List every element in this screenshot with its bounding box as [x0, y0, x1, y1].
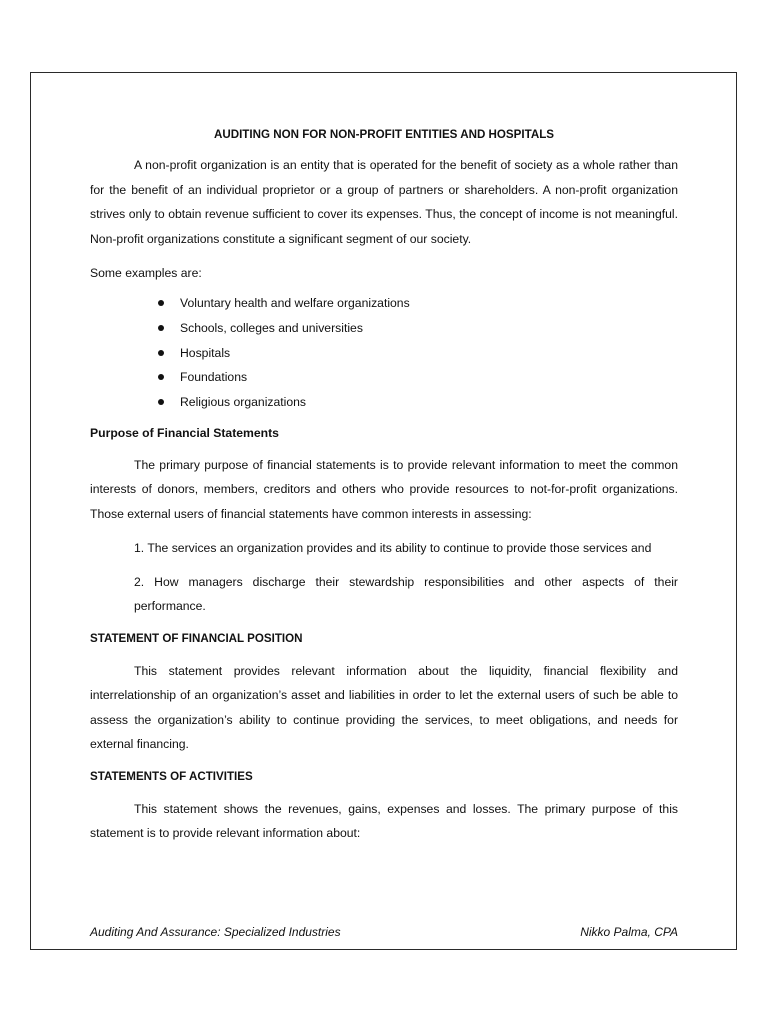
- examples-intro: Some examples are:: [90, 266, 202, 280]
- purpose-item-1: 1. The services an organization provides and its ability to continue to provide those services and: [134, 541, 652, 556]
- list-item: Foundations: [90, 365, 678, 390]
- examples-list: [90, 291, 678, 415]
- footer-author: Nikko Palma, CPA: [580, 925, 678, 939]
- list-item: Religious organizations: [90, 390, 678, 415]
- activities-paragraph: This statement shows the revenues, gains, expenses and losses. The primary purpose of this statement is to provide relevant information about:: [90, 801, 678, 841]
- bullet-icon: [158, 399, 164, 405]
- bullet-icon: [158, 374, 164, 380]
- document-title: AUDITING NON FOR NON-PROFIT ENTITIES AND HOSPITALS: [213, 128, 555, 141]
- document-body: [90, 127, 678, 846]
- purpose-paragraph: The primary purpose of financial statements is to provide relevant information to meet the common interests of donors, members, creditors and others who provide resources to not-for-profit organizations. Those external users of financial statements have common interests in assessing:: [90, 457, 678, 521]
- activities-heading: STATEMENTS OF ACTIVITIES: [90, 769, 253, 783]
- list-item: Hospitals: [90, 341, 678, 366]
- bullet-icon: [158, 300, 164, 306]
- bullet-icon: [158, 350, 164, 356]
- footer-course-title: Auditing And Assurance: Specialized Industries: [90, 925, 341, 939]
- purpose-item-2: 2. How managers discharge their stewardship responsibilities and other aspects of their performance.: [134, 574, 678, 614]
- bullet-icon: [158, 325, 164, 331]
- position-paragraph: This statement provides relevant information about the liquidity, financial flexibility and interrelationship of an organization’s asset and liabilities in order to let the external users of such be able to assess the organization’s ability to continue providing the services, to meet obligations, and needs for external financing.: [90, 663, 678, 752]
- list-item: Schools, colleges and universities: [90, 316, 678, 341]
- intro-paragraph: A non-profit organization is an entity that is operated for the benefit of society as a whole rather than for the benefit of an individual proprietor or a group of partners or shareholders. A non-profit organization strives only to obtain revenue sufficient to cover its expenses. Thus, the concept of income is not meaningful. Non-profit organizations constitute a significant segment of our society.: [90, 158, 678, 246]
- purpose-heading: Purpose of Financial Statements: [90, 425, 279, 440]
- list-item: Voluntary health and welfare organizations: [90, 291, 678, 316]
- position-heading: STATEMENT OF FINANCIAL POSITION: [90, 631, 303, 645]
- page-footer: [90, 924, 678, 940]
